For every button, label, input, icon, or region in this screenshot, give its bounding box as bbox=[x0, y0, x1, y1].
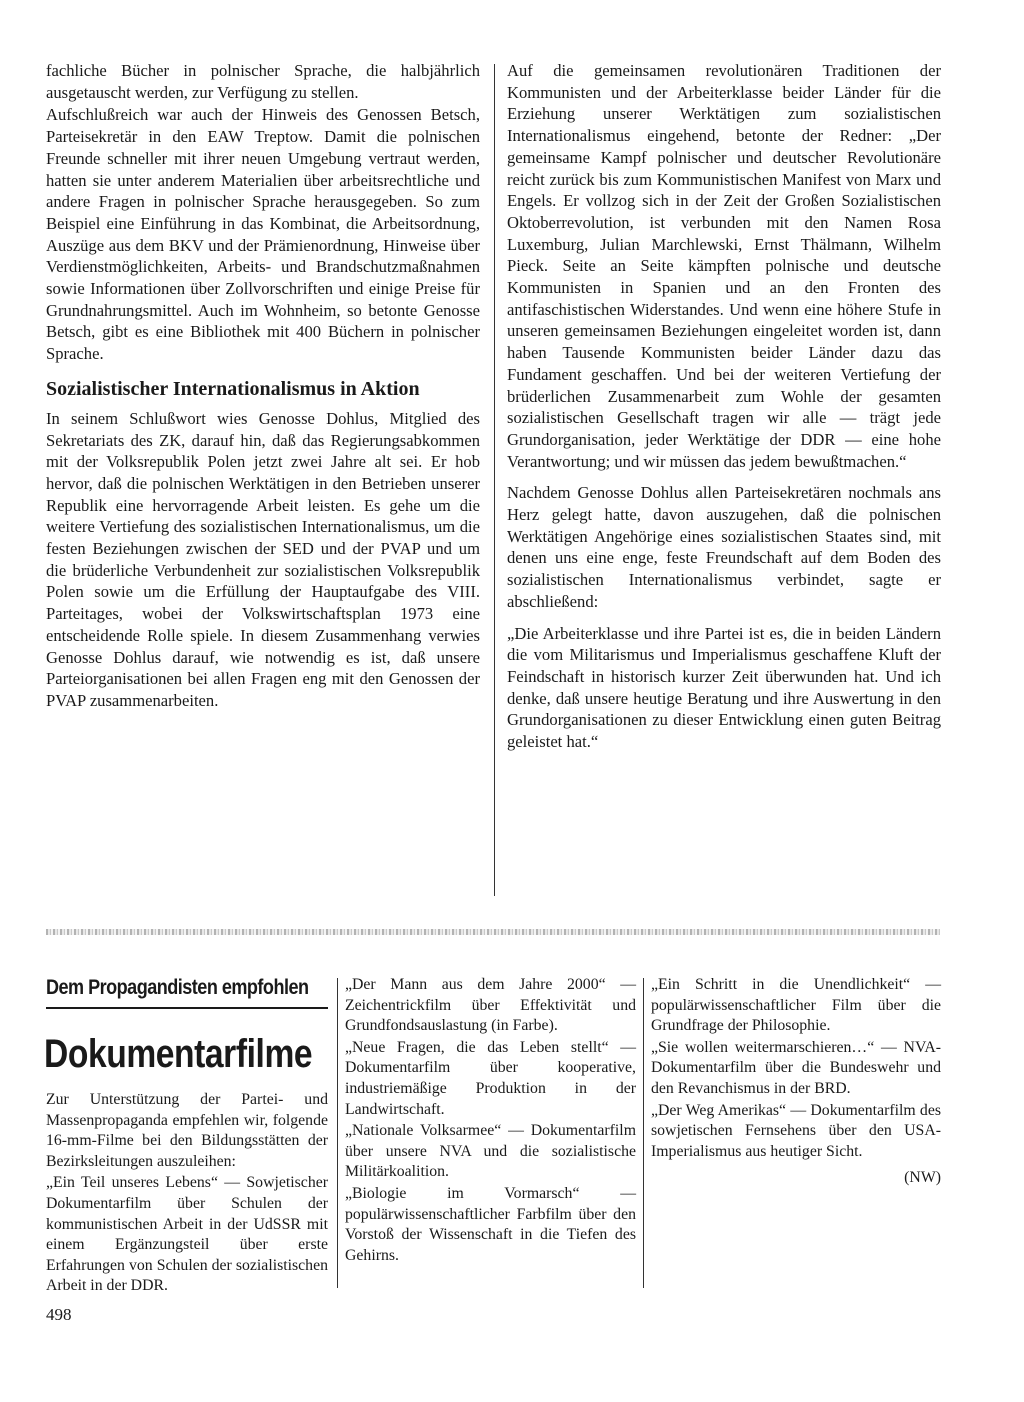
body-paragraph: Nachdem Genosse Dohlus allen Parteisekretären nochmals ans Herz gelegt hatte, davon auszugehen, daß die polnischen Werktätigen Angehörige eines sozialistischen Staates sind, mit denen uns eine enge, feste Freundschaft auf dem Boden des sozialistischen Internationalismus verbindet, sagte er abschließend: bbox=[507, 483, 941, 611]
film-entry: „Biologie im Vormarsch“ — populärwissenschaftlicher Farbfilm über den Vorstoß der Wissenschaft in die Tiefen des Gehirns. bbox=[345, 1184, 636, 1264]
column-divider bbox=[643, 978, 644, 1288]
quote-paragraph: „Die Arbeiterklasse und ihre Partei ist es, die in beiden Ländern die vom Militarismus und Imperialismus geschaffene Kluft der Feindschaft in historisch kurzer Zeit überwunden hat. Und ich denke, daß unsere heutige Beratung und ihre Auswertung in den Grundorganisationen zu dieser Entwicklung einen guten Beitrag geleistet hat.“ bbox=[507, 623, 941, 752]
body-paragraph: In seinem Schlußwort wies Genosse Dohlus, Mitglied des Sekretariats des ZK, darauf hin, daß das Regierungsabkommen mit der Volksrepublik Polen jetzt zwei Jahre alt sei. Er hob hervor, daß die polnischen Werktätigen in den Betrieben unserer Republik eine hervorragende Arbeit leisten. Es gehe um die weitere Vertiefung des sozialistischen Internationalismus, um die festen Beziehungen zwischen der SED und der PVAP und um die brüderliche Verbundenheit zur sozialistischen Volksrepublik Polen sowie um die Erfüllung der Hauptaufgabe des VIII. Parteitages, wobei der Volkswirtschaftsplan 1973 eine entscheidende Rolle spiele. In diesem Zusammenhang verwies Genosse Dohlus darauf, wie notwendig es ist, daß unsere Parteiorganisationen bei allen Fragen eng mit den Genossen der PVAP zusammenarbeiten. bbox=[46, 408, 480, 710]
top-article-left-column bbox=[46, 60, 480, 712]
bottom-article-column-1 bbox=[46, 1090, 328, 1297]
kicker-heading: Dem Propagandisten empfohlen bbox=[46, 976, 309, 999]
kicker-underline bbox=[46, 1007, 328, 1009]
film-entry: „Der Mann aus dem Jahre 2000“ — Zeichentrickfilm über Effektivität und Grundfondsauslastung (in Farbe). bbox=[345, 976, 636, 1035]
film-entry: „Ein Teil unseres Lebens“ — Sowjetischer Dokumentarfilm über Schulen der kommunistischen Arbeit in der UdSSR mit einem Ergänzungsteil über erste Erfahrungen von Schulen der sozialistischen Arbeit in der DDR. bbox=[46, 1174, 328, 1295]
body-paragraph: fachliche Bücher in polnischer Sprache, die halbjährlich ausgetauscht werden, zur Verfügung zu stellen. bbox=[46, 61, 480, 102]
bottom-article-column-2 bbox=[345, 975, 636, 1266]
body-paragraph: Auf die gemeinsamen revolutionären Traditionen der Kommunisten und der Arbeiterklasse beider Länder für die Erziehung unserer Werktätigen zum sozialistischen Internationalismus eingehend, betonte der Redner: „Der gemeinsame Kampf polnischer und deutscher Revolutionäre reicht zurück bis zum Kommunistischen Manifest von Marx und Engels. Er vollzog sich in der Zeit der Großen Sozialistischen Oktoberrevolution, ist verbunden mit den Namen Rosa Luxemburg, Julian Marchlewski, Ernst Thälmann, Wilhelm Pieck. Seite an Seite kämpften polnische und deutsche Kommunisten in Spanien und an den Fronten des antifaschistischen Widerstandes. Und wenn eine höhere Stufe in unseren gemeinsamen Beziehungen eingeleitet worden ist, dann haben Tausende Kommunisten beider Länder dazu das Fundament geschaffen. Und bei der weiteren Vertiefung der brüderlichen Zusammenarbeit zum Wohle der gesamten sozialistischen Gesellschaft tragen wir alle — trägt jede Grundorganisation, jeder Werktätige der DDR — eine hohe Verantwortung; und wir müssen das jedem bewußtmachen.“ bbox=[507, 61, 941, 471]
film-entry: „Ein Schritt in die Unendlichkeit“ — populärwissenschaftlicher Film über die Grundfrage der Philosophie. bbox=[651, 976, 941, 1035]
body-paragraph: Zur Unterstützung der Partei- und Massenpropaganda empfehlen wir, folgende 16-mm-Filme bei den Bildungsstätten der Bezirksleitungen auszuleihen: bbox=[46, 1091, 328, 1170]
top-article-right-column bbox=[507, 60, 941, 753]
page-number: 498 bbox=[46, 1305, 72, 1324]
film-entry: „Neue Fragen, die das Leben stellt“ — Dokumentarfilm über kooperative, industriemäßige Produktion in der Landwirtschaft. bbox=[345, 1038, 636, 1118]
column-divider bbox=[494, 64, 495, 896]
body-paragraph: Aufschlußreich war auch der Hinweis des Genossen Betsch, Parteisekretär in den EAW Treptow. Damit die polnischen Freunde schneller mit ihrer neuen Umgebung vertraut werden, hatten sie unter anderem Materialien über arbeitsrechtliche und andere Fragen in polnischer Sprache herausgegeben. So zum Beispiel eine Einführung in das Kombinat, die Arbeitsordnung, Auszüge aus dem BKV und der Prämienordnung, Hinweise über Verdienstmöglichkeiten, Arbeits- und Brandschutzmaßnahmen sowie Informationen über Zollvorschriften und einige Preise für Grundnahrungsmittel. Auch im Wohnheim, so betonte Genosse Betsch, gibt es eine Bibliothek mit 400 Büchern in polnischer Sprache. bbox=[46, 105, 480, 364]
author-signature: (NW) bbox=[904, 1169, 941, 1187]
section-separator bbox=[46, 929, 940, 935]
film-entry: „Der Weg Amerikas“ — Dokumentarfilm des sowjetischen Fernsehens über den USA-Imperialismus aus heutiger Sicht. bbox=[651, 1101, 941, 1160]
film-entry: „Nationale Volksarmee“ — Dokumentarfilm über unsere NVA und die sozialistische Militärkoalition. bbox=[345, 1122, 636, 1181]
film-entry: „Sie wollen weitermarschieren…“ — NVA-Dokumentarfilm über die Bundeswehr und den Revanchismus in der BRD. bbox=[651, 1038, 941, 1097]
section-heading: Sozialistischer Internationalismus in Aktion bbox=[46, 377, 420, 400]
bottom-article-column-3 bbox=[651, 975, 941, 1189]
column-divider bbox=[337, 978, 338, 1288]
article-headline: Dokumentarfilme bbox=[44, 1032, 313, 1076]
